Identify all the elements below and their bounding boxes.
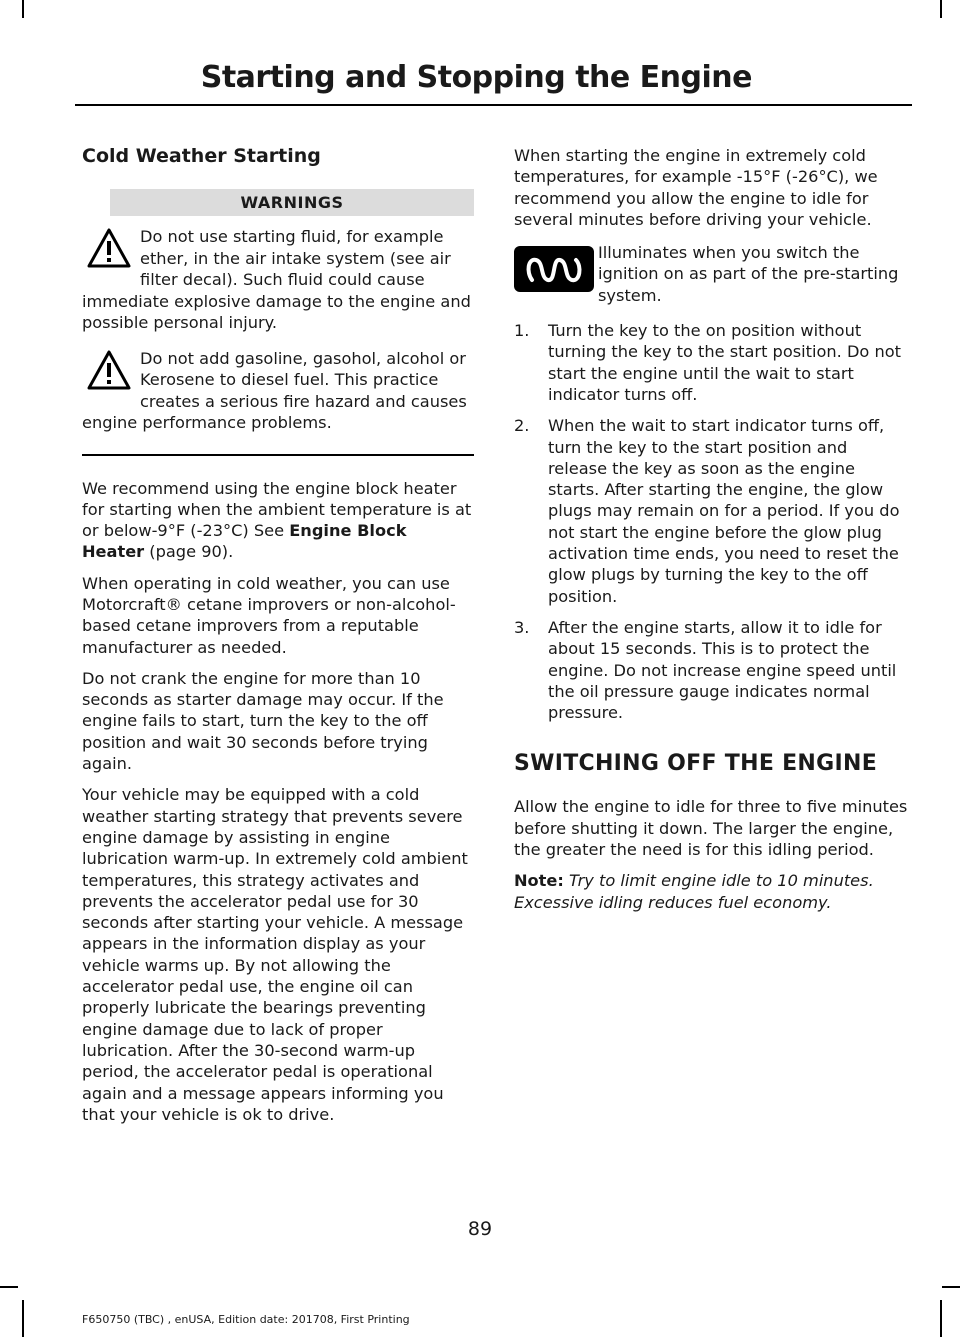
page-header-title: Starting and Stopping the Engine [200, 60, 752, 95]
paragraph-cold-strategy: Your vehicle may be equipped with a cold weather starting strategy that prevents severe engine damage by assisting in engine lubrication warm-up. In extremely cold ambient temperatures, this strategy activates and prevents the accelerator pedal use for 30 seconds after starting your vehicle. A message appears in the information display as your vehicle warms up. By not allowing the accelerator pedal use, the engine oil can properly lubricate the bearings preventing engine damage due to lack of proper lubrication. After the 30-second warm-up period, the accelerator pedal is operational again and a message appears informing you that your vehicle is ok to drive. [82, 785, 468, 1124]
note: Note: Try to limit engine idle to 10 minutes. Excessive idling reduces fuel economy. [514, 871, 874, 912]
warning-triangle-icon [86, 348, 132, 394]
warning-triangle-icon [86, 226, 132, 272]
list-item: 2. When the wait to start indicator turns off, turn the key to the start position and release the key as soon as the engine starts. After starting the engine, the glow plugs may remain on for a period. If you do not start the engine before the glow plug activation time ends, you need to reset the glow plugs by turning the key to the off position. [514, 416, 900, 606]
crop-mark-bottom-right [940, 1300, 942, 1337]
list-item: 3. After the engine starts, allow it to idle for about 15 seconds. This is to protect the engine. Do not increase engine speed until the oil pressure gauge indicates normal pressure. [514, 617, 897, 723]
section-title-switching-off: SWITCHING OFF THE ENGINE [514, 751, 878, 777]
glow-plug-coil-icon [524, 254, 584, 284]
left-column [82, 145, 474, 1135]
starting-steps-list [514, 320, 908, 723]
crop-mark-bottom-right-h [942, 1286, 960, 1288]
crop-mark-bottom-left [22, 1300, 24, 1337]
glow-plug-indicator-row [514, 243, 908, 306]
paragraph-block-heater: We recommend using the engine block heater for starting when the ambient temperature is at or below-9°F (-23°C) See Engine Block Heater (page 90). [82, 478, 472, 562]
crop-mark-top-right [940, 0, 942, 18]
footer-edition: F650750 (TBC) , enUSA, Edition date: 201708, First Printing [82, 1313, 410, 1326]
section-title-cold-weather: Cold Weather Starting [82, 145, 321, 167]
glow-plug-icon [514, 246, 594, 292]
paragraph-extreme-cold: When starting the engine in extremely cold temperatures, for example -15°F (-26°C), we recommend you allow the engine to idle for several minutes before driving your vehicle. [514, 146, 878, 229]
paragraph-cetane: When operating in cold weather, you can use Motorcraft® cetane improvers or non-alcohol-based cetane improvers from a reputable manufacturer as needed. [82, 573, 456, 657]
warning-text: Do not add gasoline, gasohol, alcohol or Kerosene to diesel fuel. This practice creates a serious fire hazard and causes engine performance problems. [82, 348, 467, 432]
warning-text: Do not use starting fluid, for example ether, in the air intake system (see air filter decal). Such fluid could cause immediate explosive damage to the engine and possible personal injury. [82, 227, 471, 332]
crop-mark-top-left [22, 0, 24, 18]
warning-item [82, 226, 474, 334]
engine-block-heater-link[interactable]: Engine Block Heater [82, 521, 407, 562]
warning-item [82, 348, 474, 434]
header-rule [75, 104, 912, 106]
warnings-divider [82, 454, 474, 456]
glow-plug-description: Illuminates when you switch the ignition on as part of the pre-starting system. [598, 243, 899, 305]
crop-mark-bottom-left-h [0, 1286, 18, 1288]
paragraph-crank: Do not crank the engine for more than 10 seconds as starter damage may occur. If the engine fails to start, turn the key to the off position and wait 30 seconds before trying again. [82, 668, 444, 774]
page-number: 89 [467, 1218, 493, 1240]
right-column [514, 145, 908, 923]
paragraph-idle: Allow the engine to idle for three to five minutes before shutting it down. The larger the engine, the greater the need is for this idling period. [514, 797, 908, 860]
list-item: 1. Turn the key to the on position without turning the key to the start position. Do not start the engine until the wait to start indicator turns off. [514, 321, 901, 404]
warnings-label: WARNINGS [110, 189, 474, 216]
